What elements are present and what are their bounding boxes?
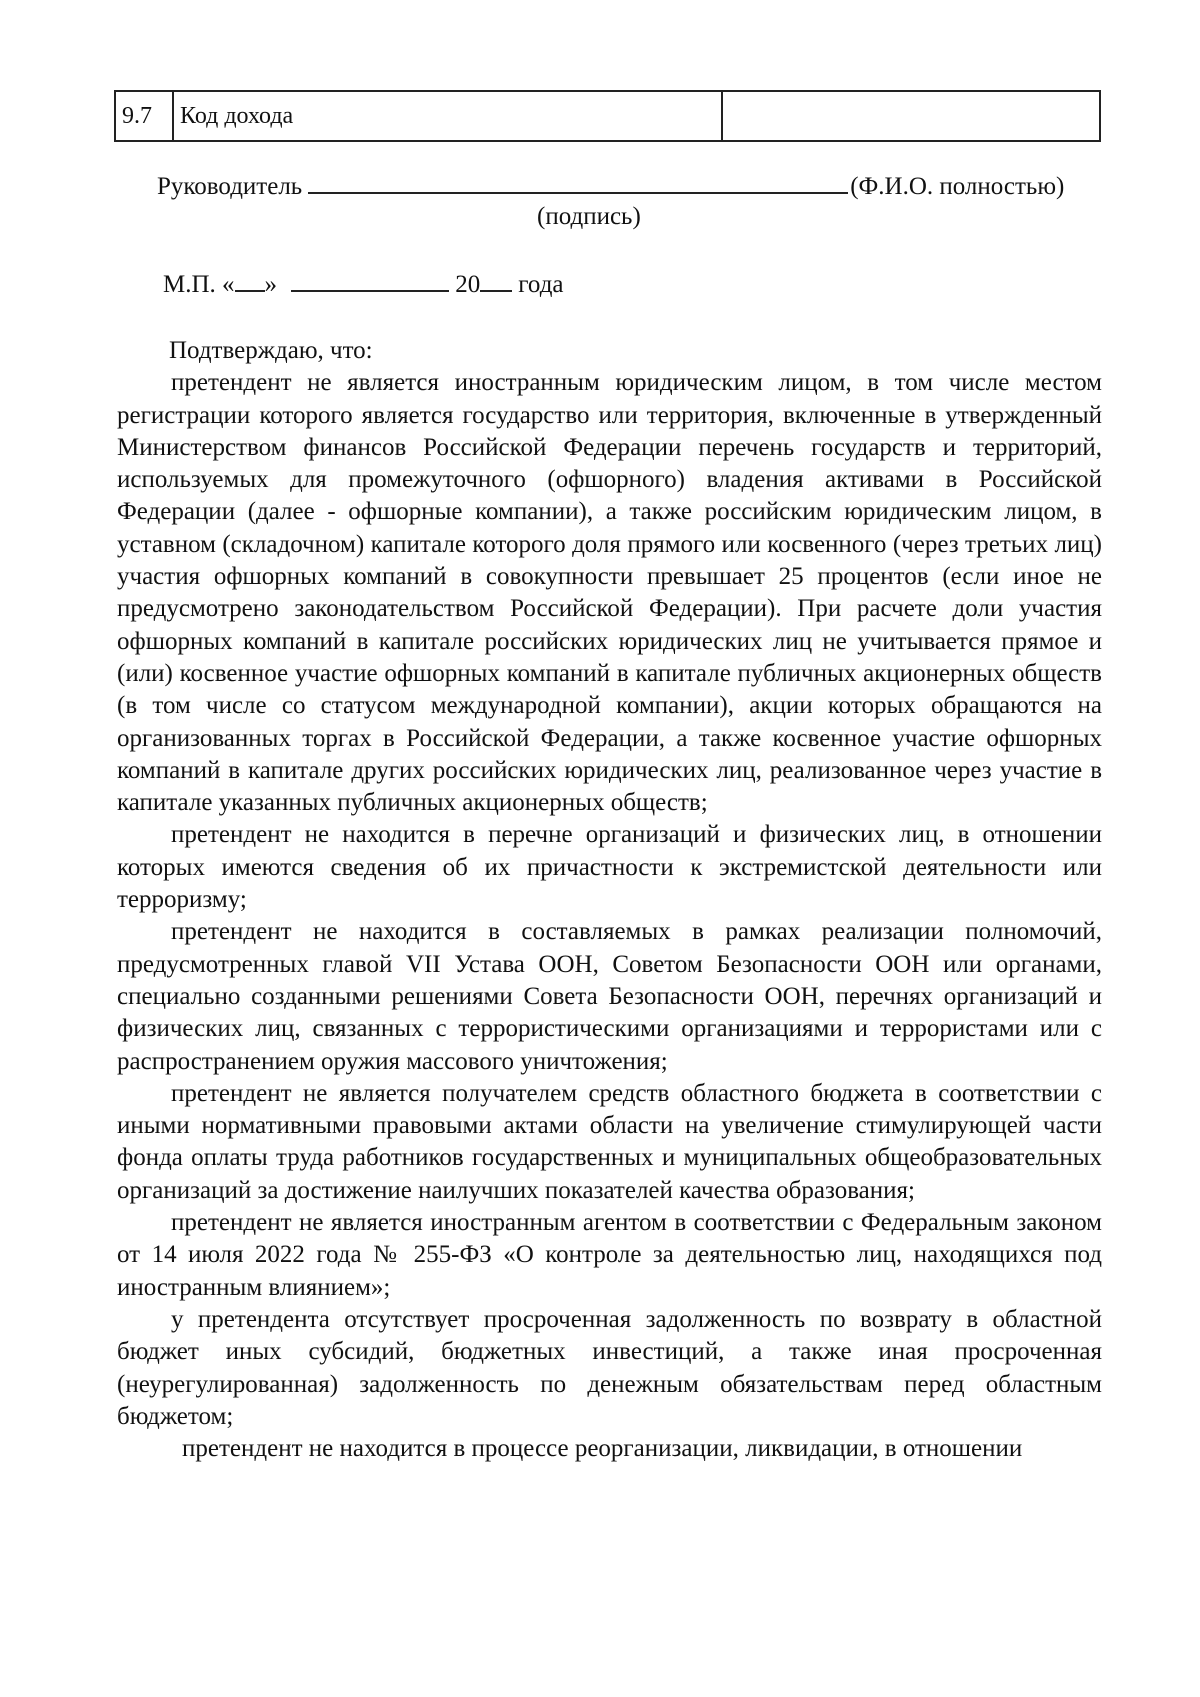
confirmation-section <box>117 335 1102 1465</box>
confirmation-intro: Подтверждаю, что: <box>169 337 373 364</box>
confirmation-paragraph: претендент не является иностранным агентом в соответствии с Федеральным законом от 14 июля 2022 года № 255-ФЗ «О контроле за деятельностью лиц, находящихся под иностранным влиянием»; <box>117 1209 1102 1301</box>
signature-line <box>157 168 1064 201</box>
confirmation-paragraph: претендент не находится в перечне организаций и физических лиц, в отношении которых имеются сведения об их причастности к экстремистской деятельности или терроризму; <box>117 821 1102 914</box>
row-label-cell: Код дохода <box>173 91 722 141</box>
stamp-label: М.П. <box>163 271 216 298</box>
confirmation-paragraph: претендент не находится в составляемых в рамках реализации полномочий, предусмотренных главой VII Устава ООН, Советом Безопасности ООН или органами, специально созданными решениями Совета Безопасности ООН, перечнях организаций и физических лиц, связанных с террористическими организациями и террористами или с распространением оружия массового уничтожения; <box>117 918 1102 1075</box>
income-code-table <box>114 90 1101 142</box>
stamp-date-line <box>163 270 564 299</box>
signature-blank <box>308 168 848 194</box>
day-blank <box>235 270 265 292</box>
signature-label: Руководитель <box>157 173 303 200</box>
month-blank <box>291 270 449 292</box>
close-quote: » <box>264 271 278 298</box>
table-row <box>115 91 1100 141</box>
open-quote: « <box>222 271 235 298</box>
signature-name-hint: (Ф.И.О. полностью) <box>850 173 1065 200</box>
signature-caption: (подпись) <box>537 203 641 230</box>
confirmation-paragraph: претендент не находится в процессе реорганизации, ликвидации, в отношении <box>182 1435 1023 1463</box>
year-blank <box>480 270 512 292</box>
year-suffix: года <box>518 271 564 298</box>
confirmation-paragraph: у претендента отсутствует просроченная задолженность по возврату в областной бюджет иных субсидий, бюджетных инвестиций, а также иная просроченная (неурегулированная) задолженность по денежным обязательствам перед областным бюджетом; <box>117 1305 1102 1430</box>
year-prefix: 20 <box>455 271 481 298</box>
confirmation-paragraph: претендент не является получателем средств областного бюджета в соответствии с иными нормативными правовыми актами области на увеличение стимулирующей части фонда оплаты труда работников государственных и муниципальных общеобразовательных организаций за достижение наилучших показателей качества образования; <box>117 1079 1102 1204</box>
row-number-cell: 9.7 <box>115 91 173 141</box>
row-value-cell <box>722 91 1100 141</box>
confirmation-paragraph: претендент не является иностранным юридическим лицом, в том числе местом регистрации которого является государство или территория, включенные в утвержденный Министерством финансов Российской Федерации перечень государств и территорий, используемых для промежуточного (офшорного) владения активами в Российской Федерации (далее - офшорные компании), а также российским юридическим лицом, в уставном (складочном) капитале которого доля прямого или косвенного (через третьих лиц) участия офшорных компаний в совокупности превышает 25 процентов (если иное не предусмотрено законодательством Российской Федерации). При расчете доли участия офшорных компаний в капитале российских юридических лиц не учитывается прямое и (или) косвенное участие офшорных компаний в капитале публичных акционерных обществ (в том числе со статусом международной компании), акции которых обращаются на организованных торгах в Российской Федерации, а также косвенное участие офшорных компаний в капитале других российских юридических лиц, реализованное через участие в капитале указанных публичных акционерных обществ; <box>117 369 1102 817</box>
